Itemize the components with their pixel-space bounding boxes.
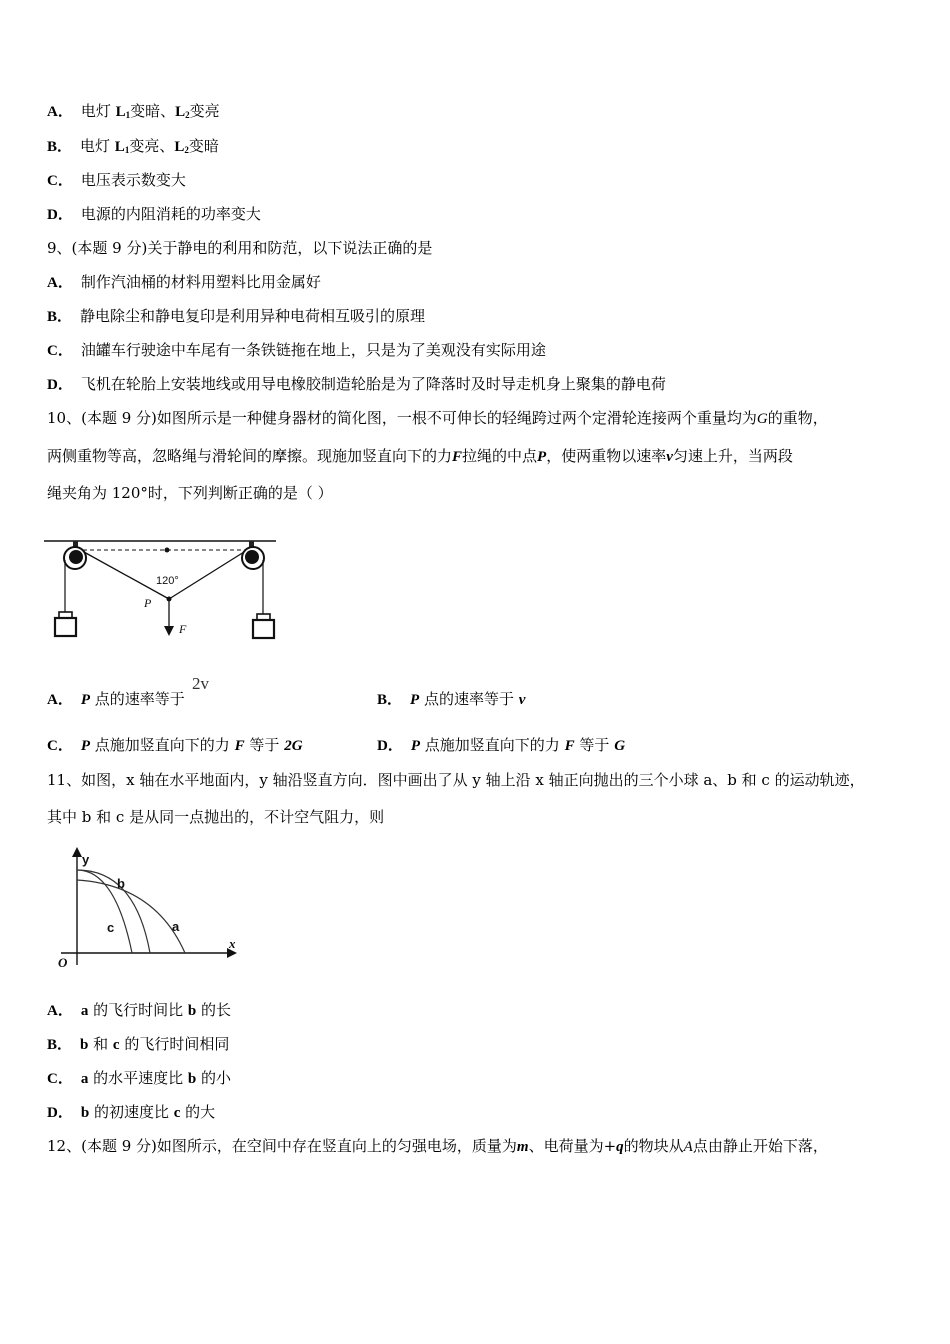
q9-option-c: C． 油罐车行驶途中车尾有一条铁链拖在地上，只是为了美观没有实际用途 [47, 341, 546, 359]
q11-option-b: B． b 和 c 的飞行时间相同 [47, 1035, 230, 1053]
origin-label: O [58, 955, 68, 970]
q10-option-d: D． P 点施加竖直向下的力 F 等于 G [377, 736, 626, 754]
pulley-diagram [44, 530, 280, 642]
q10-option-b: B． P 点的速率等于 v [377, 690, 526, 708]
q12-stem: 12、(本题 9 分)如图所示，在空间中存在竖直向上的匀强电场，质量为m、电荷量为+q的物块从A点由静止开始下落， [47, 1137, 828, 1155]
q10-stem-line2: 两侧重物等高，忽略绳与滑轮间的摩擦。现施加竖直向下的力F拉绳的中点P，使两重物以速率v匀速上升，当两段 [47, 447, 793, 465]
curve-a-label: a [172, 919, 180, 934]
curve-b-label: b [117, 876, 125, 891]
q11-stem-line2: 其中 b 和 c 是从同一点抛出的，不计空气阻力，则 [47, 808, 385, 826]
q11-option-a: A． a 的飞行时间比 b 的长 [47, 1001, 232, 1019]
q11-option-d: D． b 的初速度比 c 的大 [47, 1103, 216, 1121]
q8-option-c: C． 电压表示数变大 [47, 171, 186, 189]
curve-c-label: c [107, 920, 115, 935]
x-axis-label: x [229, 936, 236, 951]
q8-option-d: D． 电源的内阻消耗的功率变大 [47, 205, 261, 223]
q10-option-c: C． P 点施加竖直向下的力 F 等于 2G [47, 736, 303, 754]
y-axis-label: y [82, 852, 90, 867]
q11-option-c: C． a 的水平速度比 b 的小 [47, 1069, 232, 1087]
angle-label: 120° [156, 575, 179, 587]
trajectory-diagram [55, 845, 240, 970]
q10-stem-line1: 10、(本题 9 分)如图所示是一种健身器材的简化图，一根不可伸长的轻绳跨过两个定滑轮连接两个重量均为G的重物， [47, 409, 828, 427]
q10-option-a: A． P 点的速率等于 [47, 690, 185, 708]
q9-stem: 9、(本题 9 分)关于静电的利用和防范，以下说法正确的是 [47, 239, 433, 257]
q11-stem-line1: 11、如图，x 轴在水平地面内，y 轴沿竖直方向．图中画出了从 y 轴上沿 x 轴正向抛出的三个小球 a、b 和 c 的运动轨迹， [47, 771, 865, 789]
q10-option-a-value: 2v [192, 674, 209, 693]
q8-option-b: B． 电灯 $L_1$变亮、$L_2$变暗 [47, 137, 219, 155]
point-p-label: P [144, 596, 152, 610]
q10-stem-line3: 绳夹角为 120°时，下列判断正确的是（ ） [47, 484, 333, 502]
q9-option-b: B． 静电除尘和静电复印是利用异种电荷相互吸引的原理 [47, 307, 426, 325]
q9-option-d: D． 飞机在轮胎上安装地线或用导电橡胶制造轮胎是为了降落时及时导走机身上聚集的静电荷 [47, 375, 666, 393]
force-f-label: F [179, 622, 187, 636]
q8-option-a: A． 电灯 $L_1$变暗、$L_2$变亮 [47, 102, 220, 120]
q9-option-a: A． 制作汽油桶的材料用塑料比用金属好 [47, 273, 321, 291]
